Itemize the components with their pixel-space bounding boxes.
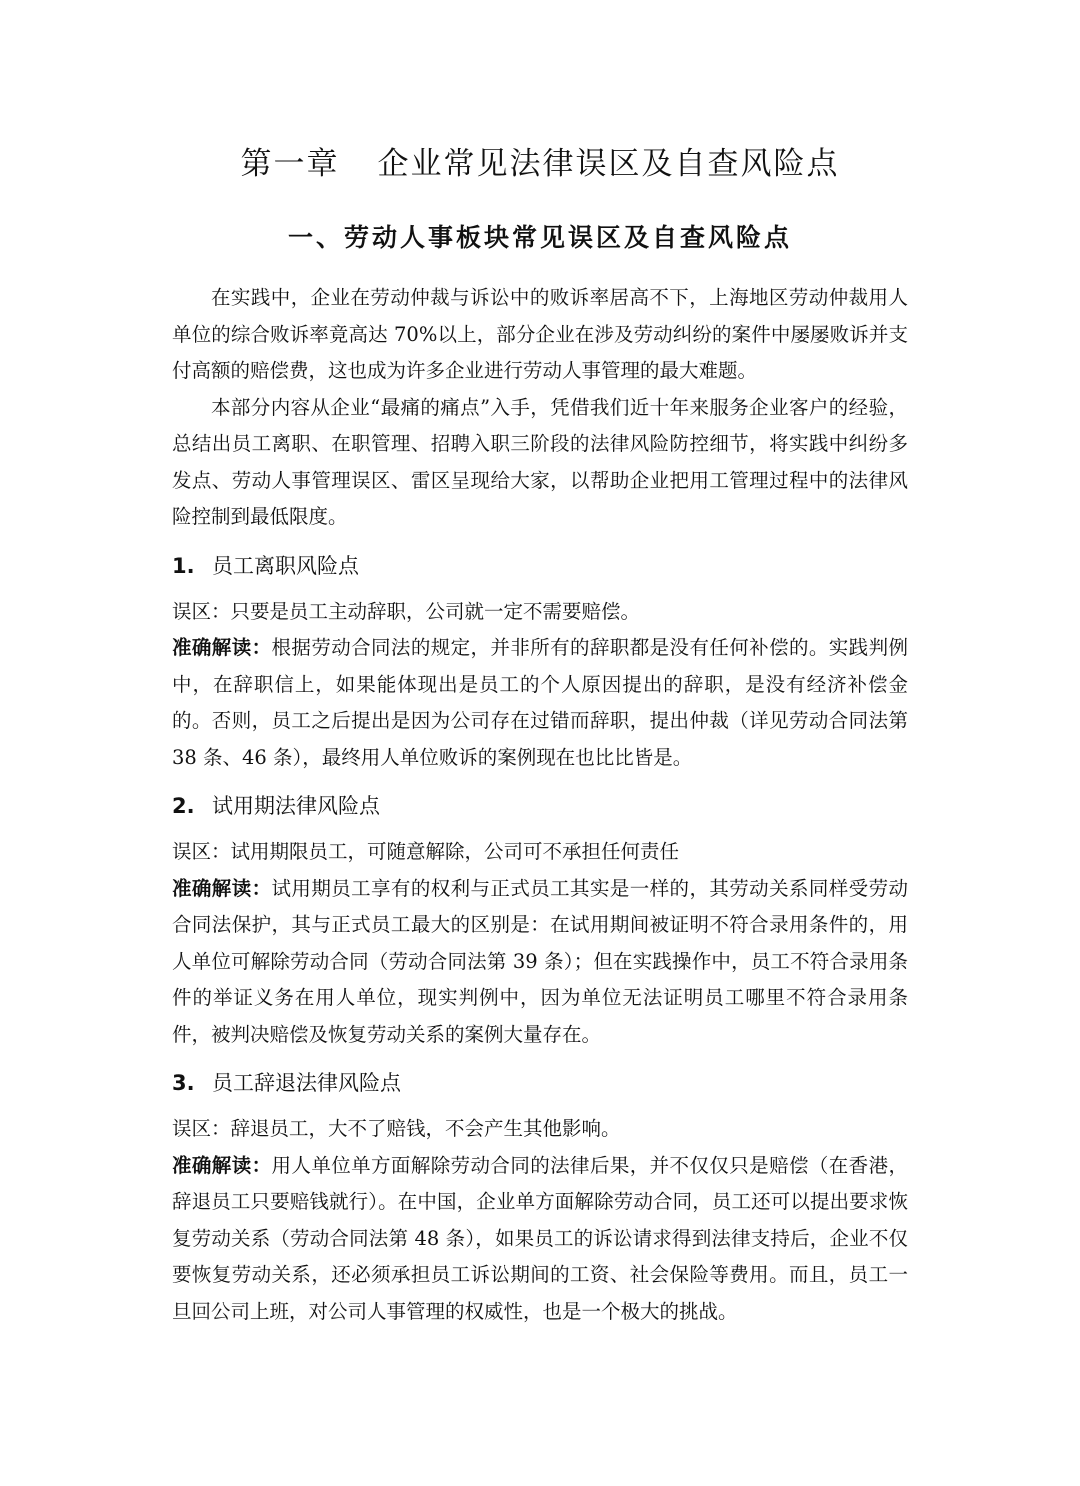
chapter-label: 第一章 xyxy=(240,146,340,182)
interpretation-paragraph-3 xyxy=(172,1148,908,1331)
risk-heading-1 xyxy=(172,548,908,584)
risk-heading-2 xyxy=(172,788,908,824)
document-body xyxy=(172,280,908,1330)
interpretation-text: 根据劳动合同法的规定，并非所有的辞职都是没有任何补偿的。实践判例中，在辞职信上，如果能体现出是员工的个人原因提出的辞职，是没有经济补偿金的。否则，员工之后提出是因为公司存在过错而辞职，提出仲裁（详见劳动合同法第 38 条、46 条），最终用人单位败诉的案例现在也比比皆是。 xyxy=(172,636,908,769)
interpretation-label: 准确解读： xyxy=(172,876,272,900)
myth-text: 试用期限员工，可随意解除，公司可不承担任何责任 xyxy=(230,840,680,863)
interpretation-label: 准确解读： xyxy=(172,1153,272,1177)
risk-heading-number: 3. xyxy=(172,1071,195,1095)
intro-paragraph-2: 本部分内容从企业“最痛的痛点”入手，凭借我们近十年来服务企业客户的经验，总结出员工离职、在职管理、招聘入职三阶段的法律风险防控细节，将实践中纠纷多发点、劳动人事管理误区、雷区呈现给大家，以帮助企业把用工管理过程中的法律风险控制到最低限度。 xyxy=(172,395,908,528)
risk-heading-text: 员工辞退法律风险点 xyxy=(212,1071,401,1095)
risk-heading-number: 2. xyxy=(172,794,195,818)
risk-heading-text: 试用期法律风险点 xyxy=(212,794,380,818)
interpretation-paragraph-2 xyxy=(172,871,908,1054)
myth-paragraph-2 xyxy=(172,834,908,871)
risk-heading-3 xyxy=(172,1065,908,1101)
chapter-title xyxy=(0,138,1080,183)
myth-label: 误区： xyxy=(172,1117,231,1140)
interpretation-label: 准确解读： xyxy=(172,636,272,659)
myth-paragraph-3 xyxy=(172,1111,908,1148)
myth-label: 误区： xyxy=(172,599,231,623)
myth-text: 辞退员工，大不了赔钱，不会产生其他影响。 xyxy=(230,1117,621,1140)
interpretation-text: 试用期员工享有的权利与正式员工其实是一样的，其劳动关系同样受劳动合同法保护，其与正式员工最大的区别是：在试用期间被证明不符合录用条件的，用人单位可解除劳动合同（劳动合同法第 39 条）；但在实践操作中，员工不符合录用条件的举证义务在用人单位，现实判例中，因为单位无法证明员工哪里不符合录用条件，被判决赔偿及恢复劳动关系的案例大量存在。 xyxy=(172,876,908,1046)
myth-paragraph-1 xyxy=(172,594,908,631)
myth-text: 只要是员工主动辞职，公司就一定不需要赔偿。 xyxy=(230,599,641,623)
intro-paragraph-1: 在实践中，企业在劳动仲裁与诉讼中的败诉率居高不下，上海地区劳动仲裁用人单位的综合败诉率竟高达 70%以上，部分企业在涉及劳动纠纷的案件中屡屡败诉并支付高额的赔偿费，这也成为许多企业进行劳动人事管理的最大难题。 xyxy=(172,286,908,382)
risk-heading-text: 员工离职风险点 xyxy=(212,553,359,578)
risk-heading-number: 1. xyxy=(172,553,195,578)
chapter-title-text: 企业常见法律误区及自查风险点 xyxy=(377,146,840,182)
myth-label: 误区： xyxy=(172,840,231,863)
interpretation-text: 用人单位单方面解除劳动合同的法律后果，并不仅仅只是赔偿（在香港，辞退员工只要赔钱就行）。在中国，企业单方面解除劳动合同，员工还可以提出要求恢复劳动关系（劳动合同法第 48 条），如果员工的诉讼请求得到法律支持后，企业不仅要恢复劳动关系，还必须承担员工诉讼期间的工资、社会保险等费用。而且，员工一旦回公司上班，对公司人事管理的权威性，也是一个极大的挑战。 xyxy=(172,1153,908,1323)
interpretation-paragraph-1 xyxy=(172,630,908,776)
section-title: 一、劳动人事板块常见误区及自查风险点 xyxy=(287,223,792,252)
